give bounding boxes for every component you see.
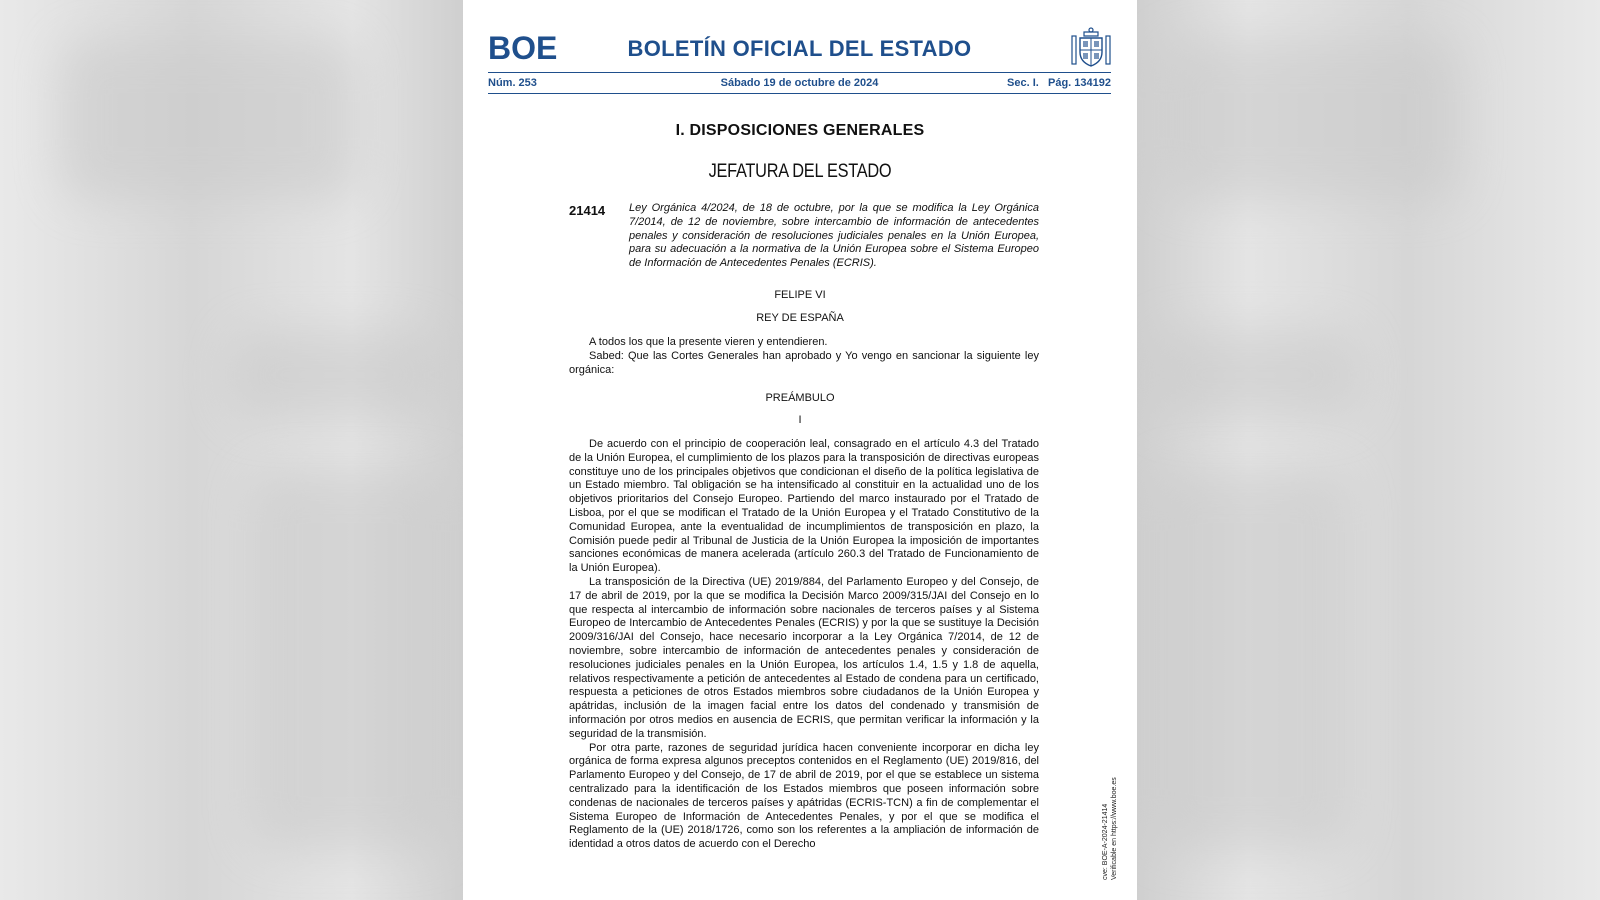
preamble-body bbox=[569, 438, 1039, 852]
king-title: REY DE ESPAÑA bbox=[756, 312, 844, 324]
background-blur bbox=[230, 330, 440, 420]
verification-url[interactable]: Verificable en https://www.boe.es bbox=[1111, 777, 1118, 880]
document-page[interactable] bbox=[463, 0, 1137, 900]
header-meta bbox=[488, 77, 1111, 91]
issue-number: Núm. 253 bbox=[488, 77, 537, 89]
svg-text:BOE: BOE bbox=[488, 32, 558, 62]
paragraph: Por otra parte, razones de seguridad jurídica hacen conveniente incorporar en dicha ley orgánica de forma expresa algunos preceptos contenidos en el Reglamento (UE) 2019/816, del Parlamento Europeo y del Consejo, de 17 de abril de 2019, por el que se establece un sistema centralizado para la identificación de los Estados miembros que poseen información sobre condenas de nacionales de terceros países y apátridas (ECRIS-TCN) a fin de complementar el Sistema Europeo de Información de Antecedentes Penales, y por el que se modifica el Reglamento de la (UE) 2018/1726, como son los referentes a la ampliación de información de identidad a otros datos de acuerdo con el Derecho bbox=[569, 741, 1039, 851]
background-blur bbox=[1150, 330, 1360, 420]
verification-note bbox=[1101, 777, 1119, 880]
king-name: FELIPE VI bbox=[774, 289, 826, 301]
preamble-title: PREÁMBULO bbox=[765, 392, 835, 404]
coat-of-arms-icon bbox=[1071, 26, 1111, 68]
background-blur bbox=[1150, 470, 1350, 850]
header-rule-bottom bbox=[488, 93, 1111, 94]
disposition-title: Ley Orgánica 4/2024, de 18 de octubre, por la que se modifica la Ley Orgánica 7/2014, de 12 de noviembre, sobre intercambio de información de antecedentes penales y consideración de resoluciones judiciales penales en la Unión Europea, para su adecuación a la normativa de la Unión Europea sobre el Sistema Europeo de Información de Antecedentes Penales (ECRIS). bbox=[629, 202, 1039, 270]
disposition-number: 21414 bbox=[569, 203, 606, 218]
preamble-section-number: I bbox=[798, 414, 802, 426]
header-rule-top bbox=[488, 72, 1111, 73]
paragraph: La transposición de la Directiva (UE) 2019/884, del Parlamento Europeo y del Consejo, de 17 de abril de 2019, por la que se modifica la Decisión Marco 2009/315/JAI del Consejo en lo que respecta al intercambio de información sobre nacionales de terceros países y al Sistema Europeo de Intercambio de Antecedentes Penales (ECRIS) y por la que se sustituye la Decisión 2009/316/JAI del Consejo, hace necesario incorporar a la Ley Orgánica 7/2014, de 12 de noviembre, sobre intercambio de información de antecedentes penales y consideración de resoluciones judiciales penales en la Unión Europea, los artículos 1.4, 1.5 y 1.8 de aquella, relativos respectivamente a petición de antecedentes al Estado de condena para un certificado, respuesta a peticiones de otros Estados miembros sobre ciudadanos de la Unión Europea y apátridas, inclusión de la imagen facial entre los datos del condenado y transmisión de información por otros medios en ausencia de ECRIS, que permitan verificar la información y la seguridad de la transmisión. bbox=[569, 575, 1039, 740]
section-title: I. DISPOSICIONES GENERALES bbox=[675, 122, 925, 139]
background-blur bbox=[250, 470, 450, 850]
organization-title: JEFATURA DEL ESTADO bbox=[708, 161, 892, 182]
background-blur bbox=[60, 40, 360, 200]
intro-text bbox=[569, 336, 1039, 377]
boe-header bbox=[488, 30, 1111, 70]
paragraph: De acuerdo con el principio de cooperación leal, consagrado en el artículo 4.3 del Tratado de la Unión Europea, el cumplimiento de los plazos para la transposición de directivas europeas constituye uno de los principales objetivos que condicionan el diseño de la política legislativa de un Estado miembro. Tal obligación se ha intensificado al constituir en la actualidad uno de los objetivos prioritarios del Consejo Europeo. Partiendo del marco instaurado por el Tratado de Lisboa, por el que se modifican el Tratado de la Unión Europea y el Tratado Constitutivo de la Comunidad Europea, ante la eventualidad de incumplimientos de transposición en plazo, la Comisión puede pedir al Tribunal de Justicia de la Unión Europea la imposición de importantes sanciones económicas de manera acelerada (artículo 260.3 del Tratado de Funcionamiento de la Unión Europea). bbox=[569, 438, 1039, 575]
issue-date: Sábado 19 de octubre de 2024 bbox=[720, 77, 879, 89]
section-page: Sec. I. Pág. 134192 bbox=[1007, 77, 1111, 89]
background-blur bbox=[1160, 40, 1460, 200]
cve-code: cve: BOE-A-2024-21414 bbox=[1102, 803, 1109, 880]
intro-line: Sabed: Que las Cortes Generales han aprobado y Yo vengo en sancionar la siguiente ley orgánica: bbox=[569, 349, 1039, 376]
bulletin-title: BOLETÍN OFICIAL DEL ESTADO bbox=[627, 36, 972, 61]
intro-line: A todos los que la presente vieren y entendieren. bbox=[589, 336, 828, 348]
